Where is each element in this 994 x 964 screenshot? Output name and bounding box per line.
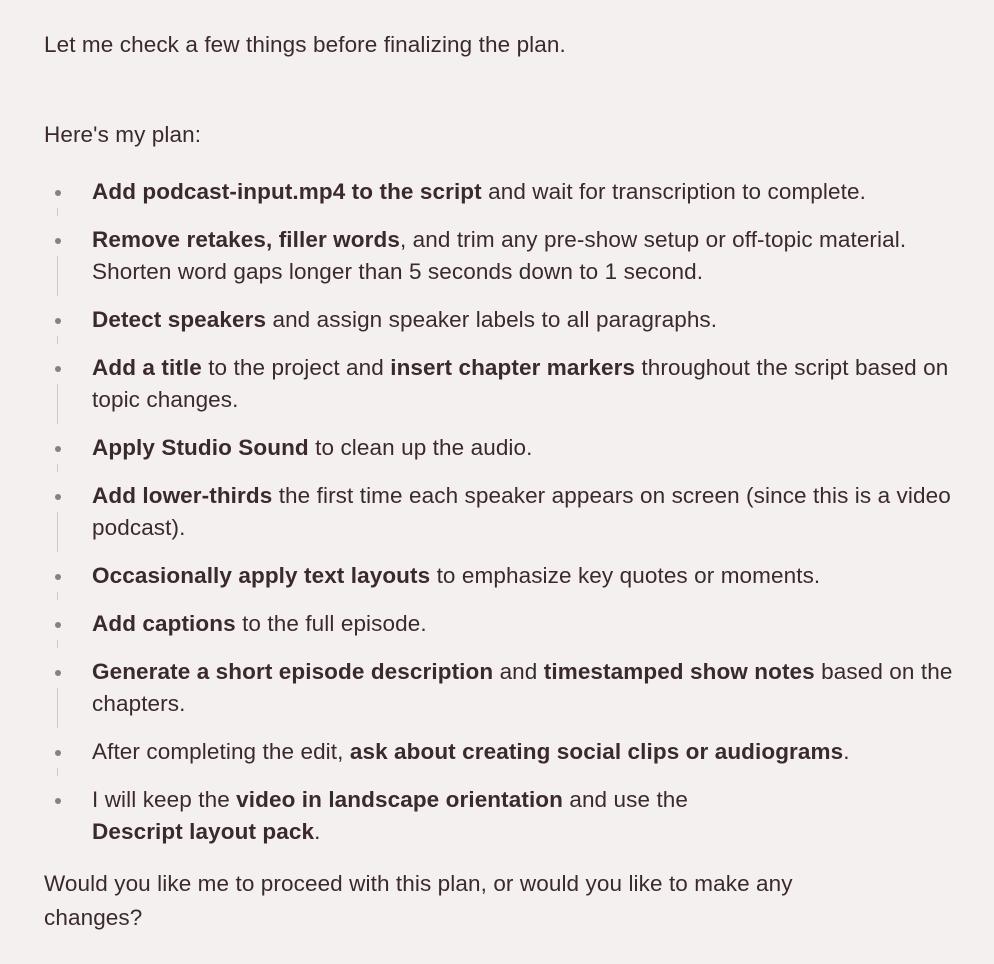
plan-item-text: to clean up the audio. — [308, 435, 533, 460]
plan-item-text: throughout the script based on topic changes. — [92, 355, 949, 412]
bullet-icon — [55, 670, 61, 676]
plan-item-text: to the project and — [201, 355, 391, 380]
bullet-icon — [55, 318, 61, 324]
plan-item-text: I will keep the — [92, 787, 237, 812]
plan-item-layout-orientation — [44, 784, 984, 848]
connector-line — [57, 464, 58, 472]
plan-item-emphasis: video in landscape orientation — [236, 787, 563, 812]
plan-item-emphasis: Remove retakes, filler words — [92, 227, 400, 252]
plan-item-social-clips — [44, 736, 984, 784]
connector-line — [57, 256, 58, 296]
plan-item-emphasis: Add a title — [92, 355, 202, 380]
plan-item-text: After completing the edit, — [92, 739, 350, 764]
connector-line — [57, 208, 58, 216]
connector-line — [57, 592, 58, 600]
bullet-icon — [55, 366, 61, 372]
bullet-icon — [55, 190, 61, 196]
connector-line — [57, 640, 58, 648]
bullet-icon — [55, 622, 61, 628]
closing-question: Would you like me to proceed with this plan, or would you like to make any changes? — [44, 871, 793, 930]
plan-item-text: to emphasize key quotes or moments. — [430, 563, 821, 588]
plan-item-text-layouts — [44, 560, 984, 608]
connector-line — [57, 336, 58, 344]
bullet-icon — [55, 574, 61, 580]
plan-item-text: and — [493, 659, 544, 684]
plan-item-text: , and trim any pre-show setup or off-topic material. Shorten word gaps longer than 5 seconds down to 1 second. — [92, 227, 907, 284]
bullet-icon — [55, 494, 61, 500]
plan-item-text: based on the chapters. — [92, 659, 953, 716]
intro-text: Let me check a few things before finalizing the plan. — [44, 32, 566, 57]
plan-item-emphasis: timestamped show notes — [543, 659, 815, 684]
plan-item-emphasis: Generate a short episode description — [92, 659, 494, 684]
bullet-icon — [55, 238, 61, 244]
plan-item-captions — [44, 608, 984, 656]
plan-item-emphasis: Descript layout pack — [92, 819, 315, 844]
plan-item-emphasis: Add lower-thirds — [92, 483, 273, 508]
plan-list — [44, 176, 984, 848]
bullet-icon — [55, 798, 61, 804]
plan-item-emphasis: insert chapter markers — [390, 355, 636, 380]
plan-item-studio-sound — [44, 432, 984, 480]
plan-item-text: the first time each speaker appears on screen (since this is a video podcast). — [92, 483, 951, 540]
plan-item-emphasis: ask about creating social clips or audiograms — [349, 739, 844, 764]
plan-item-remove-retakes — [44, 224, 984, 304]
bullet-icon — [55, 446, 61, 452]
plan-item-text: and assign speaker labels to all paragraphs. — [266, 307, 718, 332]
plan-item-text: . — [843, 739, 850, 764]
plan-item-text: and wait for transcription to complete. — [481, 179, 866, 204]
plan-item-text: and use the — [562, 787, 689, 812]
connector-line — [57, 512, 58, 552]
connector-line — [57, 768, 58, 776]
plan-item-emphasis: Occasionally apply text layouts — [92, 563, 431, 588]
bullet-icon — [55, 750, 61, 756]
plan-item-text: . — [314, 819, 321, 844]
plan-heading: Here's my plan: — [44, 122, 202, 147]
plan-item-lower-thirds — [44, 480, 984, 560]
plan-item-show-notes — [44, 656, 984, 736]
plan-item-text: to the full episode. — [235, 611, 427, 636]
plan-item-add-media — [44, 176, 984, 224]
plan-item-emphasis: Detect speakers — [92, 307, 267, 332]
connector-line — [57, 384, 58, 424]
plan-item-title-chapters — [44, 352, 984, 432]
plan-item-emphasis: Add podcast-input.mp4 to the script — [92, 179, 482, 204]
connector-line — [57, 688, 58, 728]
plan-item-detect-speakers — [44, 304, 984, 352]
plan-item-emphasis: Apply Studio Sound — [92, 435, 309, 460]
plan-item-emphasis: Add captions — [92, 611, 236, 636]
